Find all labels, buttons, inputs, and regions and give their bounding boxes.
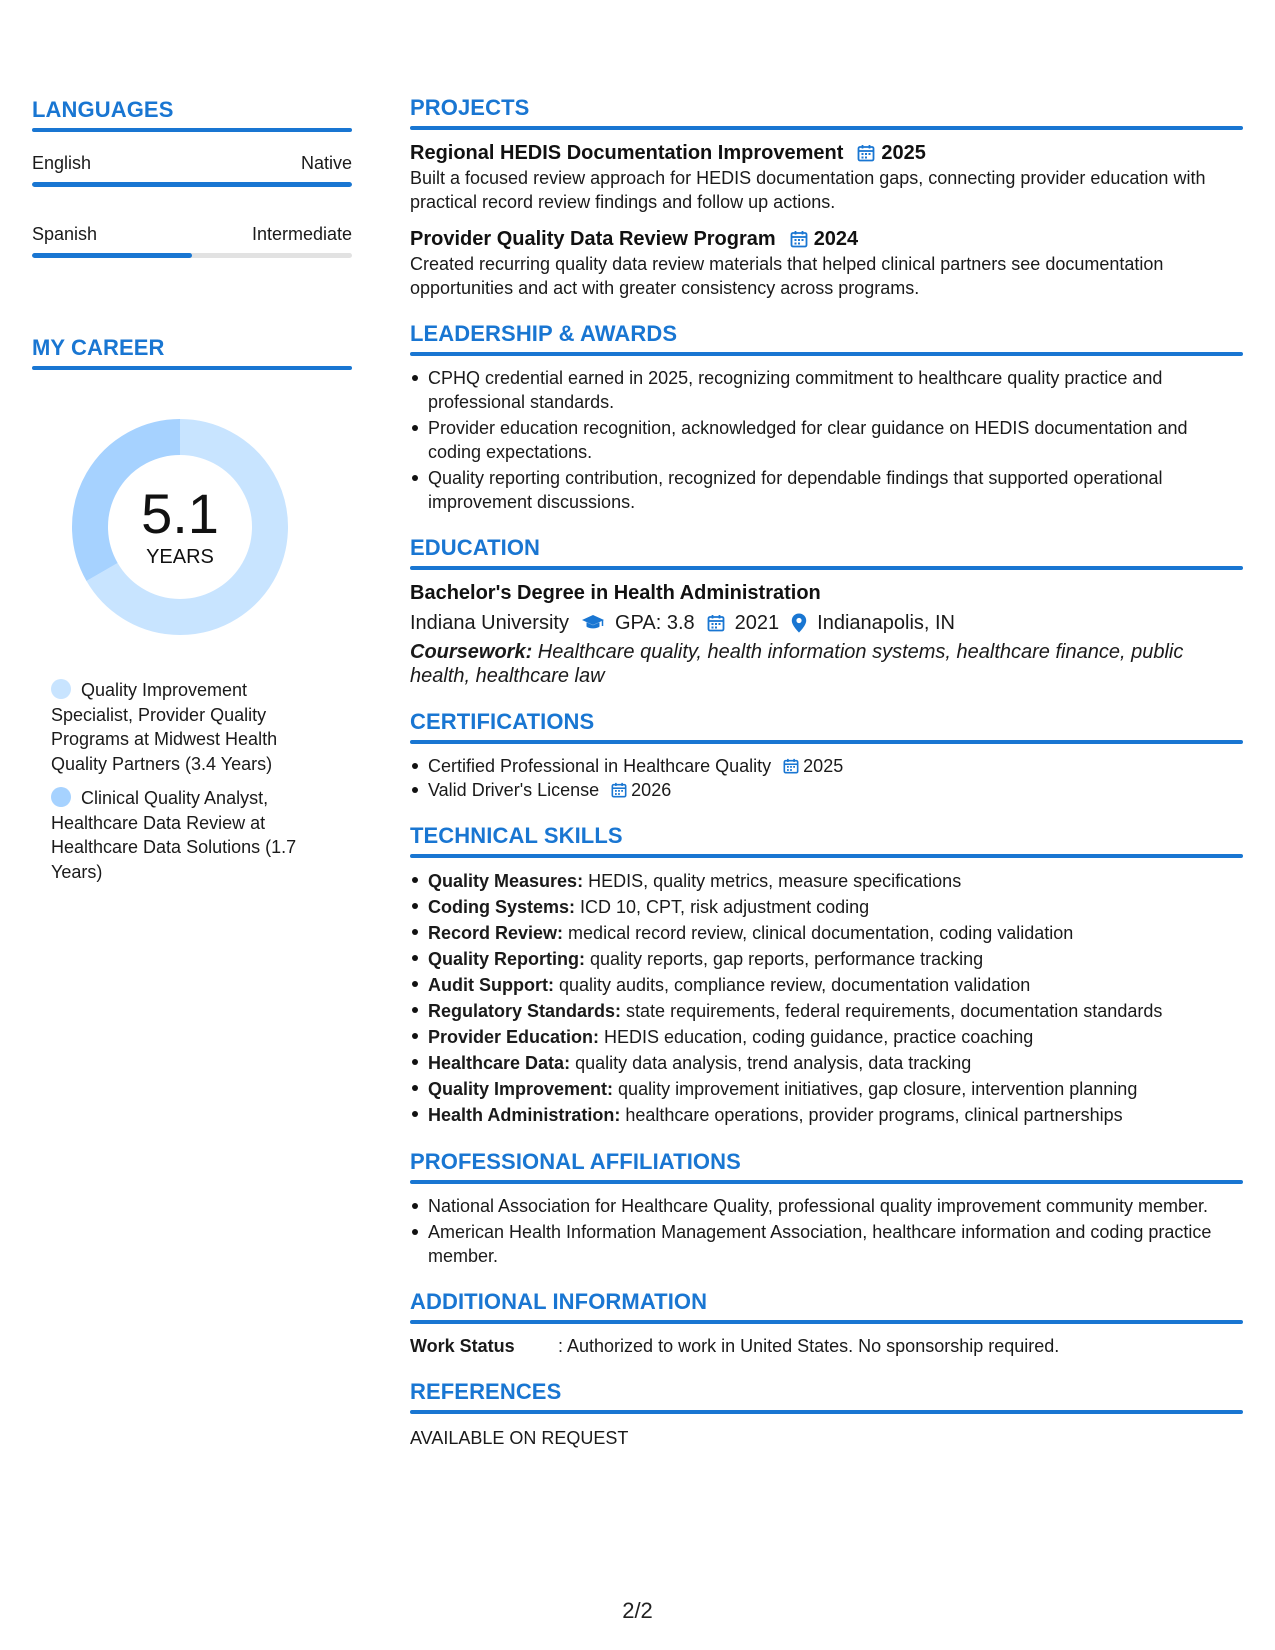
section-rule bbox=[410, 1180, 1243, 1184]
list-item bbox=[410, 778, 1243, 802]
skill-text: healthcare operations, provider programs, clinical partnerships bbox=[620, 1105, 1123, 1125]
career-legend-item bbox=[51, 786, 321, 884]
projects-section bbox=[410, 94, 1243, 300]
section-title: CERTIFICATIONS bbox=[410, 709, 595, 734]
language-name: English bbox=[32, 153, 92, 173]
skill-label: Healthcare Data: bbox=[428, 1053, 571, 1073]
career-role-text: Quality Improvement Specialist, Provider Quality Programs at Midwest Health Quality Partners (3.4 Years) bbox=[51, 680, 278, 774]
certification-name: Valid Driver's License bbox=[428, 780, 600, 800]
project-description: Built a focused review approach for HEDIS documentation gaps, connecting provider education with practical record review findings and follow up actions. bbox=[410, 168, 1206, 212]
skill-text: HEDIS education, coding guidance, practice coaching bbox=[599, 1027, 1034, 1047]
skill-label: Quality Improvement: bbox=[428, 1079, 614, 1099]
section-rule bbox=[410, 126, 1243, 130]
work-status-label: Work Status bbox=[410, 1336, 515, 1356]
career-years-unit: YEARS bbox=[146, 546, 214, 568]
right-column bbox=[410, 94, 1243, 1450]
career-donut-chart bbox=[65, 412, 295, 642]
section-title: LEADERSHIP & AWARDS bbox=[410, 321, 678, 346]
location-pin-icon bbox=[791, 613, 807, 633]
graduation-year: 2021 bbox=[734, 612, 780, 634]
graduation-cap-icon bbox=[581, 614, 605, 632]
career-role-text: Clinical Quality Analyst, Healthcare Data Review at Healthcare Data Solutions (1.7 Years) bbox=[51, 788, 297, 882]
technical-skills-section bbox=[410, 822, 1243, 1128]
skill-label: Audit Support: bbox=[428, 975, 554, 995]
career-legend bbox=[51, 678, 321, 884]
section-title: LANGUAGES bbox=[32, 97, 174, 122]
coursework bbox=[410, 640, 1243, 688]
section-title: REFERENCES bbox=[410, 1379, 562, 1404]
section-title: PROFESSIONAL AFFILIATIONS bbox=[410, 1149, 741, 1174]
career-total-years: 5.1 bbox=[141, 482, 219, 545]
calendar-icon bbox=[857, 144, 875, 162]
skill-item bbox=[410, 868, 1243, 894]
section-rule bbox=[410, 566, 1243, 570]
skill-item bbox=[410, 946, 1243, 972]
project-year: 2025 bbox=[881, 142, 926, 164]
list-item bbox=[410, 754, 1243, 778]
section-rule bbox=[410, 854, 1243, 858]
skill-item bbox=[410, 1076, 1243, 1102]
skill-text: HEDIS, quality metrics, measure specifications bbox=[583, 871, 962, 891]
additional-info-section bbox=[410, 1288, 1243, 1358]
section-rule bbox=[32, 366, 352, 370]
language-level: Intermediate bbox=[251, 224, 352, 244]
skill-item bbox=[410, 998, 1243, 1024]
section-rule bbox=[410, 1320, 1243, 1324]
skill-text: ICD 10, CPT, risk adjustment coding bbox=[575, 897, 870, 917]
legend-dot-icon bbox=[51, 787, 71, 807]
section-rule bbox=[410, 352, 1243, 356]
certification-year: 2025 bbox=[803, 756, 844, 776]
coursework-text: Healthcare quality, health information systems, healthcare finance, public health, healthcare law bbox=[410, 641, 1184, 687]
language-item bbox=[32, 152, 352, 187]
skill-text: medical record review, clinical documentation, coding validation bbox=[563, 923, 1074, 943]
language-item bbox=[32, 223, 352, 258]
list-item: National Association for Healthcare Quality, professional quality improvement community member. bbox=[410, 1194, 1243, 1218]
skill-label: Record Review: bbox=[428, 923, 564, 943]
section-title: PROJECTS bbox=[410, 95, 530, 120]
skill-item bbox=[410, 1102, 1243, 1128]
section-rule bbox=[32, 128, 352, 132]
calendar-icon bbox=[790, 230, 808, 248]
certifications-section bbox=[410, 708, 1243, 802]
skill-label: Quality Measures: bbox=[428, 871, 584, 891]
skill-item bbox=[410, 1050, 1243, 1076]
school-location: Indianapolis, IN bbox=[817, 612, 956, 634]
project-name: Provider Quality Data Review Program bbox=[410, 228, 776, 250]
career-legend-item bbox=[51, 678, 321, 776]
project-item bbox=[410, 140, 1243, 214]
left-column bbox=[32, 96, 352, 884]
skill-item bbox=[410, 894, 1243, 920]
skill-item bbox=[410, 972, 1243, 998]
leadership-section bbox=[410, 320, 1243, 514]
skill-label: Quality Reporting: bbox=[428, 949, 585, 969]
project-item bbox=[410, 226, 1243, 300]
skill-item bbox=[410, 1024, 1243, 1050]
language-proficiency-fill bbox=[32, 182, 352, 187]
section-title: TECHNICAL SKILLS bbox=[410, 823, 623, 848]
language-level: Native bbox=[300, 153, 352, 173]
skill-label: Health Administration: bbox=[428, 1105, 621, 1125]
project-name: Regional HEDIS Documentation Improvement bbox=[410, 142, 844, 164]
certification-year: 2026 bbox=[631, 780, 672, 800]
project-year: 2024 bbox=[813, 228, 859, 250]
references-section bbox=[410, 1378, 1243, 1450]
section-rule bbox=[410, 740, 1243, 744]
languages-section bbox=[32, 96, 352, 258]
page-number: 2/2 bbox=[622, 1598, 653, 1623]
list-item: CPHQ credential earned in 2025, recognizing commitment to healthcare quality practice and professional standards. bbox=[410, 366, 1243, 414]
legend-dot-icon bbox=[51, 679, 71, 699]
project-description: Created recurring quality data review materials that helped clinical partners see documentation opportunities and act with greater consistency across programs. bbox=[410, 254, 1164, 298]
list-item: American Health Information Management Association, healthcare information and coding practice member. bbox=[410, 1220, 1243, 1268]
skill-label: Regulatory Standards: bbox=[428, 1001, 622, 1021]
affiliations-section bbox=[410, 1148, 1243, 1268]
skill-text: state requirements, federal requirements, documentation standards bbox=[621, 1001, 1163, 1021]
skill-text: quality reports, gap reports, performance tracking bbox=[585, 949, 984, 969]
section-title: EDUCATION bbox=[410, 535, 541, 560]
skill-item bbox=[410, 920, 1243, 946]
career-section bbox=[32, 334, 352, 884]
language-proficiency-bar bbox=[32, 253, 352, 258]
work-status-value: : Authorized to work in United States. No sponsorship required. bbox=[558, 1336, 1060, 1356]
references-text: AVAILABLE ON REQUEST bbox=[410, 1428, 629, 1448]
education-section bbox=[410, 534, 1243, 688]
list-item: Provider education recognition, acknowledged for clear guidance on HEDIS documentation and coding expectations. bbox=[410, 416, 1243, 464]
school-name: Indiana University bbox=[410, 612, 569, 634]
skill-text: quality audits, compliance review, documentation validation bbox=[553, 975, 1031, 995]
calendar-icon bbox=[783, 758, 799, 774]
certification-name: Certified Professional in Healthcare Quality bbox=[428, 756, 772, 776]
language-proficiency-fill bbox=[32, 253, 192, 258]
degree-title: Bachelor's Degree in Health Administration bbox=[410, 582, 821, 604]
section-title: MY CAREER bbox=[32, 335, 165, 360]
skill-label: Provider Education: bbox=[428, 1027, 600, 1047]
skill-text: quality data analysis, trend analysis, data tracking bbox=[570, 1053, 972, 1073]
section-rule bbox=[410, 1410, 1243, 1414]
list-item: Quality reporting contribution, recognized for dependable findings that supported operational improvement discussions. bbox=[410, 466, 1243, 514]
language-proficiency-bar bbox=[32, 182, 352, 187]
coursework-label: Coursework: bbox=[410, 641, 533, 663]
language-name: Spanish bbox=[32, 224, 98, 244]
section-title: ADDITIONAL INFORMATION bbox=[410, 1289, 708, 1314]
calendar-icon bbox=[611, 782, 627, 798]
calendar-icon bbox=[707, 614, 725, 632]
gpa: GPA: 3.8 bbox=[614, 612, 695, 634]
skill-text: quality improvement initiatives, gap closure, intervention planning bbox=[613, 1079, 1138, 1099]
skill-label: Coding Systems: bbox=[428, 897, 576, 917]
